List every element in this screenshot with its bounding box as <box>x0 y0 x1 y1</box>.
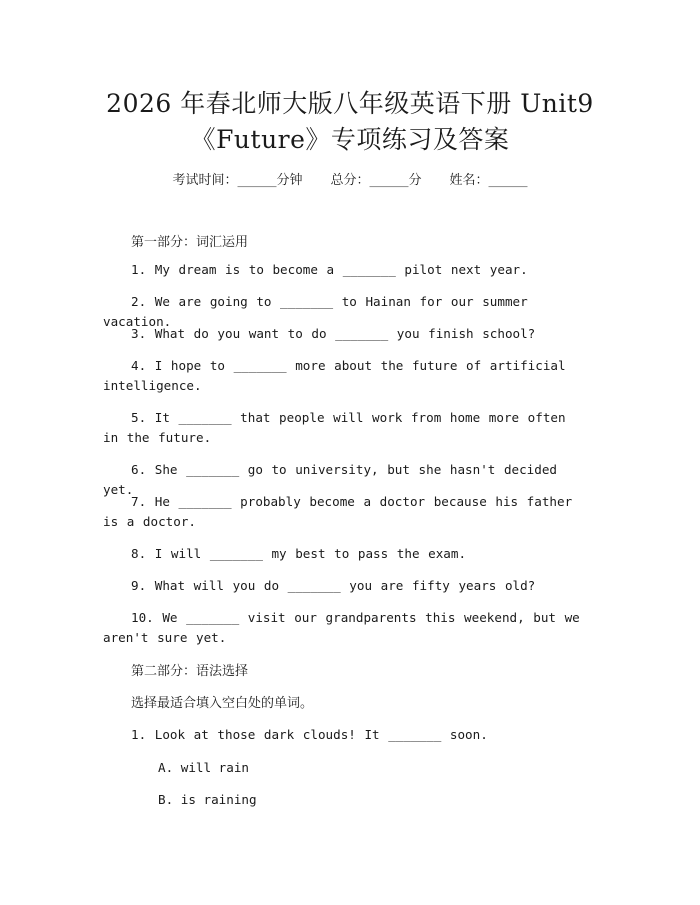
part2-instruction: 选择最适合填入空白处的单词。 <box>131 696 314 711</box>
question-5: 5. It _______ that people will work from home more often in the future. <box>103 410 566 445</box>
name-field: 姓名：______ <box>449 173 528 188</box>
question-4: 4. I hope to _______ more about the future of artificial intelligence. <box>103 358 566 393</box>
score-field: 总分：______分 <box>330 173 422 188</box>
question-7: 7. He _______ probably become a doctor because his father is a doctor. <box>103 494 573 529</box>
question-8: 8. I will _______ my best to pass the exam. <box>131 546 467 561</box>
option-b: B. is raining <box>158 792 257 807</box>
grammar-question-1: 1. Look at those dark clouds! It _______ soon. <box>131 727 488 742</box>
question-3: 3. What do you want to do _______ you finish school? <box>131 326 536 341</box>
question-10: 10. We _______ visit our grandparents this weekend, but we aren't sure yet. <box>103 610 580 645</box>
question-9: 9. What will you do _______ you are fifty years old? <box>131 578 536 593</box>
question-1: 1. My dream is to become a _______ pilot next year. <box>131 262 528 277</box>
part1-heading: 第一部分：词汇运用 <box>131 235 249 250</box>
question-2: 2. We are going to _______ to Hainan for our summer vacation. <box>103 294 528 329</box>
title-line-2: 《Future》专项练习及答案 <box>190 125 510 154</box>
exam-meta <box>0 169 700 188</box>
question-6: 6. She _______ go to university, but she hasn't decided yet. <box>103 462 558 497</box>
title-line-1: 2026 年春北师大版八年级英语下册 Unit9 <box>106 89 594 118</box>
time-field: 考试时间：______分钟 <box>172 173 303 188</box>
option-a: A. will rain <box>158 760 249 775</box>
part2-heading: 第二部分：语法选择 <box>131 664 249 679</box>
